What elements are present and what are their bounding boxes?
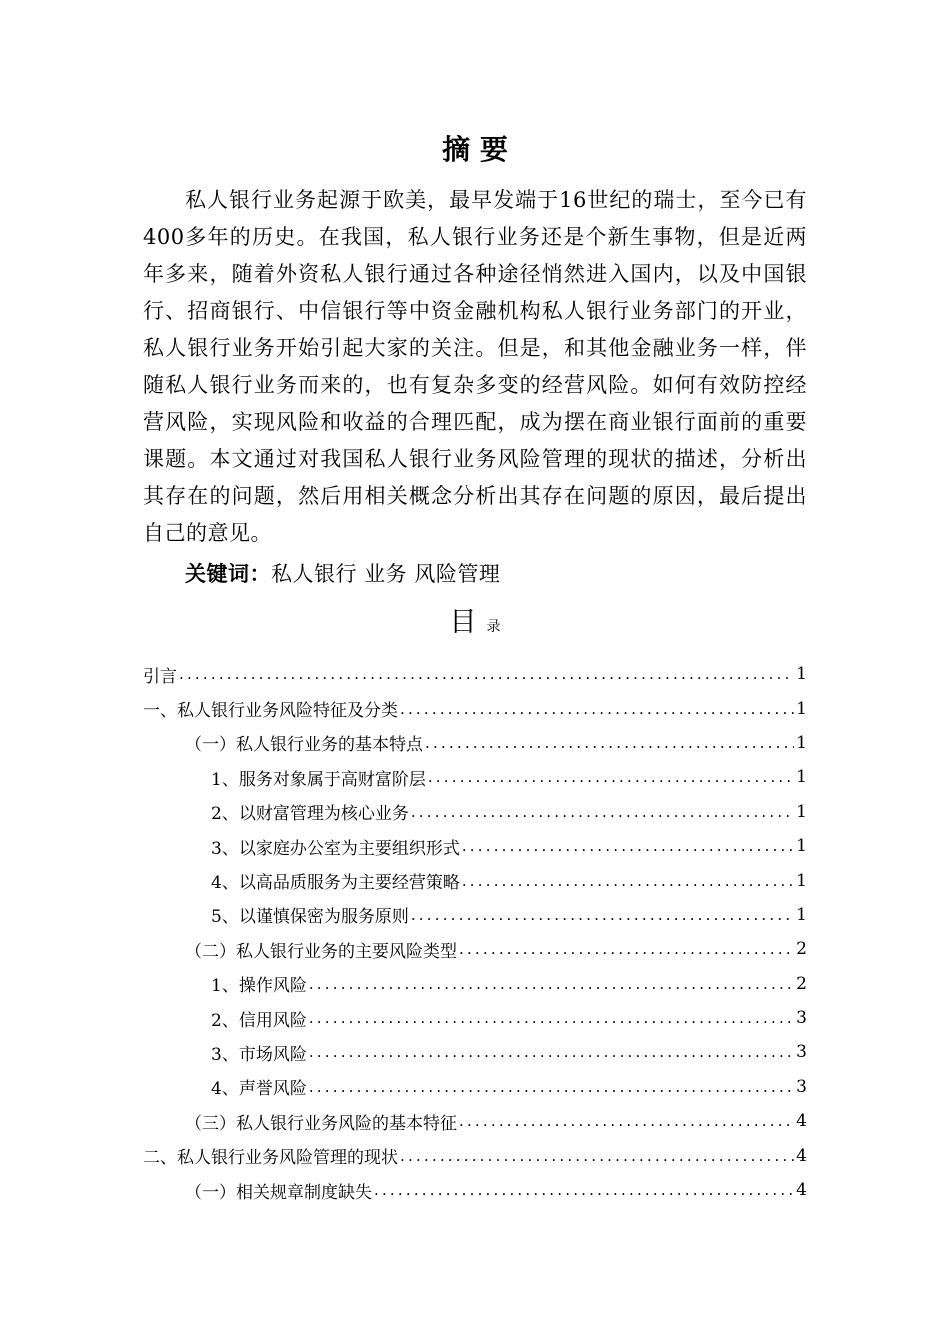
toc-leader-dots <box>179 665 794 683</box>
toc-entry[interactable] <box>143 760 807 794</box>
toc-leader-dots <box>428 768 794 786</box>
toc-entry-page: 2 <box>796 939 807 960</box>
toc-entry-text: 二、私人银行业务风险管理的现状 <box>143 1148 398 1169</box>
toc-leader-dots <box>400 1147 794 1165</box>
toc-entry[interactable] <box>143 1070 807 1104</box>
toc-entry-page: 1 <box>796 732 807 753</box>
toc-entry-page: 3 <box>796 1076 807 1097</box>
toc-entry-page: 1 <box>796 698 807 719</box>
toc-entry[interactable] <box>143 863 807 897</box>
toc-entry[interactable] <box>143 829 807 863</box>
toc-entry-text: 5、以谨慎保密为服务原则 <box>211 907 409 928</box>
toc-entry-page: 4 <box>796 1111 807 1132</box>
abstract-title: 摘 要 <box>442 133 508 166</box>
toc-entry-page: 3 <box>796 1042 807 1063</box>
toc-entry-page: 1 <box>796 801 807 822</box>
toc-entry-page: 1 <box>796 870 807 891</box>
toc-entry-text: 1、服务对象属于高财富阶层 <box>211 769 426 790</box>
toc-entry-page: 2 <box>796 973 807 994</box>
toc-entry-text: （三）私人银行业务风险的基本特征 <box>185 1113 457 1134</box>
keywords-line <box>185 558 500 590</box>
toc-leader-dots <box>425 734 794 752</box>
toc-entry[interactable] <box>143 898 807 932</box>
keywords-value: 私人银行 业务 风险管理 <box>271 562 501 586</box>
toc-entry[interactable] <box>143 726 807 760</box>
toc-entry[interactable] <box>143 932 807 966</box>
abstract-body: 私人银行业务起源于欧美，最早发端于16世纪的瑞士，至今已有400多年的历史。在我国，私人银行业务还是个新生事物，但是近两年多来，随着外资私人银行通过各种途径悄然进入国内，以及中国银行、招商银行、中信银行等中资金融机构私人银行业务部门的开业，私人银行业务开始引起大家的关注。但是，和其他金融业务一样，伴随私人银行业务而来的，也有复杂多变的经营风险。如何有效防控经营风险，实现风险和收益的合理匹配，成为摆在商业银行面前的重要课题。本文通过对我国私人银行业务风险管理的现状的描述，分析出其存在的问题，然后用相关概念分析出其存在问题的原因，最后提出自己的意见。 <box>143 188 807 545</box>
toc-leader-dots <box>459 1112 794 1130</box>
toc-title-suffix: 录 <box>486 619 501 635</box>
toc-entry[interactable] <box>143 1035 807 1069</box>
toc-leader-dots <box>309 1043 794 1061</box>
toc-entry[interactable] <box>143 1104 807 1138</box>
toc-entry-page: 3 <box>796 1008 807 1029</box>
toc-entry-text: 1、操作风险 <box>211 976 307 997</box>
toc-entry-text: 2、信用风险 <box>211 1010 307 1031</box>
toc-leader-dots <box>411 906 794 924</box>
toc-entry[interactable] <box>143 1173 807 1207</box>
toc-leader-dots <box>400 700 794 718</box>
keywords-label: 关键词： <box>185 561 271 586</box>
toc-entry-page: 1 <box>796 664 807 685</box>
toc-entry[interactable] <box>143 967 807 1001</box>
toc-entry-page: 1 <box>796 767 807 788</box>
toc-entry-text: （一）私人银行业务的基本特点 <box>185 735 423 756</box>
toc-leader-dots <box>411 803 794 821</box>
toc-entry[interactable] <box>143 657 807 691</box>
toc-entry-text: （二）私人银行业务的主要风险类型 <box>185 941 457 962</box>
toc-title <box>0 606 950 644</box>
toc-title-main: 目 <box>449 607 477 638</box>
toc-entry-page: 1 <box>796 904 807 925</box>
toc-entry[interactable] <box>143 795 807 829</box>
toc-entry[interactable] <box>143 691 807 725</box>
toc-entry[interactable] <box>143 1138 807 1172</box>
toc-leader-dots <box>459 940 794 958</box>
toc-leader-dots <box>309 1078 794 1096</box>
toc-entry-text: 3、市场风险 <box>211 1044 307 1065</box>
toc-entry-text: 一、私人银行业务风险特征及分类 <box>143 701 398 722</box>
toc-leader-dots <box>462 872 794 890</box>
toc-entry-page: 4 <box>796 1145 807 1166</box>
toc-entry[interactable] <box>143 1001 807 1035</box>
toc-entry-page: 4 <box>796 1180 807 1201</box>
toc-entry-text: 引言 <box>143 666 177 687</box>
toc-entry-text: 3、以家庭办公室为主要组织形式 <box>211 838 460 859</box>
table-of-contents <box>143 657 807 1207</box>
toc-entry-text: 4、以高品质服务为主要经营策略 <box>211 873 460 894</box>
toc-leader-dots <box>309 975 794 993</box>
toc-entry-text: （一）相关规章制度缺失 <box>185 1182 372 1203</box>
toc-leader-dots <box>462 837 794 855</box>
toc-leader-dots <box>374 1181 794 1199</box>
toc-leader-dots <box>309 1009 794 1027</box>
toc-entry-text: 2、以财富管理为核心业务 <box>211 804 409 825</box>
toc-entry-page: 1 <box>796 836 807 857</box>
toc-entry-text: 4、声誉风险 <box>211 1079 307 1100</box>
